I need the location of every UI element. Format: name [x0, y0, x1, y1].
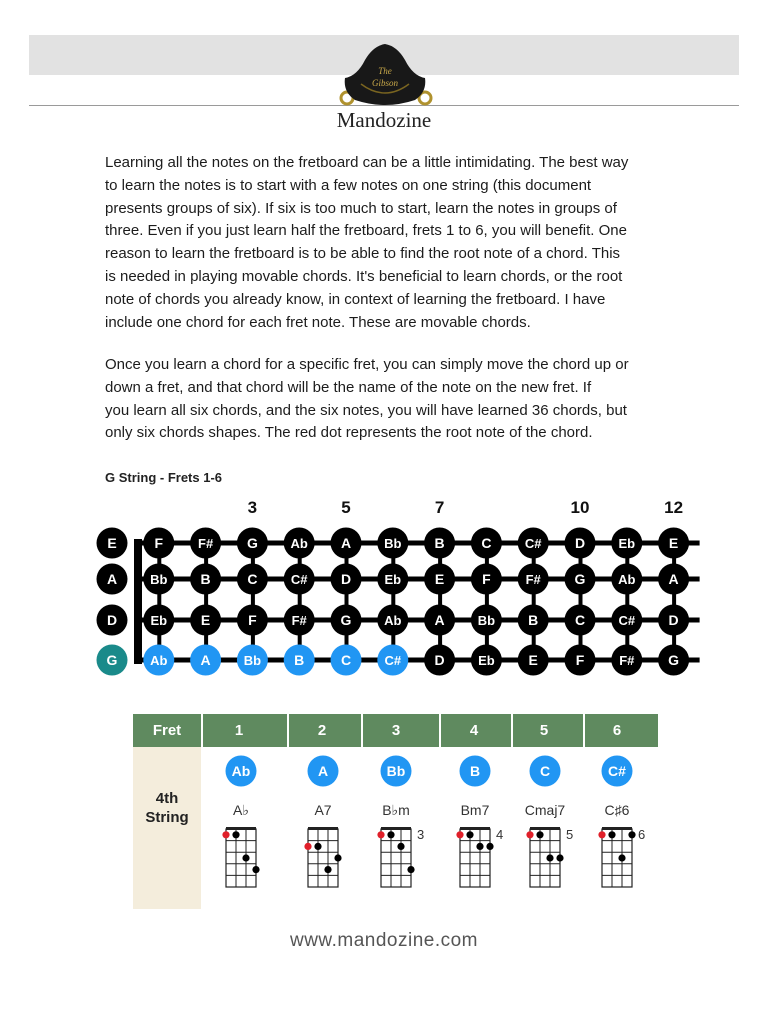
chord-fret-label: 6 [638, 827, 646, 842]
second-line: down a fret, and that chord will be the name of the note on the new fret. If [105, 378, 592, 396]
intro-line: Learning all the notes on the fretboard can be a little intimidating. The best way [105, 154, 629, 171]
fret-marker-label: 12 [664, 498, 684, 517]
chord-grid [460, 829, 490, 887]
chord-grid-top [381, 827, 411, 830]
chord-root-dot [526, 831, 533, 838]
chord-dot [608, 831, 615, 838]
chord-fret-label: 5 [566, 827, 574, 842]
chord-dot [536, 831, 543, 838]
fret-note-label: C# [618, 613, 636, 628]
fret-note-label: C# [290, 572, 308, 587]
footer-url: www.mandozine.com [289, 930, 479, 951]
fret-note-label: F [248, 612, 257, 628]
fret-wire [438, 541, 442, 662]
fret-note-label: B [200, 571, 211, 587]
fretboard-nut [134, 539, 142, 664]
header-divider [439, 714, 441, 747]
chord-grid-top [530, 827, 560, 830]
fret-wire [672, 541, 676, 662]
row-label-line: 4th [155, 790, 179, 807]
chord-table [133, 714, 658, 909]
fret-note-label: Eb [478, 653, 495, 668]
chord-grid [381, 829, 411, 887]
fret-note-label: D [574, 535, 586, 551]
chord-grid-top [602, 827, 632, 830]
chord-note-label: Ab [231, 763, 251, 779]
chord-root-dot [456, 831, 463, 838]
chord-dot [242, 854, 249, 861]
open-string-label: G [106, 652, 118, 668]
fret-note-label: A [340, 535, 352, 551]
fret-note-label: G [574, 571, 586, 587]
header-divider [287, 714, 289, 747]
intro-line: three. Even if you just learn half the fretboard, frets 1 to 6, you will benefit. One [105, 222, 627, 240]
intro-line: note of chords you already know, in context of learning the fretboard. I have [105, 290, 606, 308]
fret-note-label: A [200, 652, 211, 668]
chord-dot [334, 854, 341, 861]
fret-note-label: C [247, 571, 258, 587]
second-line: Once you learn a chord for a specific fret, you can simply move the chord up or [105, 356, 629, 373]
table-header-label: Fret [152, 722, 182, 739]
fret-wire [298, 541, 302, 662]
table-header-fret: 5 [539, 722, 549, 739]
chord-root-dot [598, 831, 605, 838]
fret-note-label: Ab [618, 572, 636, 587]
table-header-fret: 4 [469, 722, 479, 739]
chord-dot [556, 854, 563, 861]
fret-note-label: F# [619, 653, 635, 668]
chord-name: Cmaj7 [524, 802, 566, 818]
chord-name: B♭m [382, 802, 410, 818]
open-string-label: E [107, 535, 117, 551]
fret-note-label: F [482, 571, 491, 587]
fret-wire [579, 541, 583, 662]
fret-note-label: Ab [150, 653, 168, 668]
fret-note-label: B [528, 612, 539, 628]
table-header-fret: 3 [391, 722, 401, 739]
intro-line: include one chord for each fret note. These are movable chords. [105, 313, 531, 331]
fret-note-label: Bb [384, 536, 402, 551]
fret-marker-label: 3 [247, 498, 258, 517]
header-divider [583, 714, 585, 747]
fret-wire [345, 541, 349, 662]
row-label-line: String [145, 809, 189, 826]
chord-note-label: B [469, 763, 481, 779]
fret-note-label: Eb [384, 572, 402, 587]
intro-line: to learn the notes is to start with a few notes on one string (this document [105, 176, 592, 194]
chord-diagrams [133, 714, 658, 909]
fret-note-label: G [340, 612, 352, 628]
fret-note-label: F [575, 652, 585, 668]
intro-line: presents groups of six). If six is too much to start, learn the notes in groups of [105, 199, 617, 217]
chord-grid-top [460, 827, 490, 830]
chord-fret-label: 3 [417, 827, 425, 842]
chord-grid-top [226, 827, 256, 830]
fret-note-label: F# [198, 536, 214, 551]
table-header-fret: 6 [612, 722, 622, 739]
svg-text:The: The [378, 66, 392, 76]
fret-note-label: E [668, 535, 679, 551]
chord-grid [530, 829, 560, 887]
fret-note-label: C# [524, 536, 542, 551]
open-string-label: D [106, 612, 118, 628]
brand-name: Mandozine [336, 108, 432, 132]
chord-dot [407, 866, 414, 873]
fret-marker-label: 5 [341, 498, 351, 517]
fret-note-label: F# [525, 572, 541, 587]
fret-wire [204, 541, 208, 662]
chord-grid [602, 829, 632, 887]
chord-grid [308, 829, 338, 887]
fret-note-label: C [340, 652, 352, 668]
fret-note-label: C [574, 612, 586, 628]
fret-note-label: Eb [618, 536, 636, 551]
chord-root-dot [222, 831, 229, 838]
chord-dot [252, 866, 259, 873]
fret-note-label: F# [291, 613, 307, 628]
fret-note-label: G [246, 535, 258, 551]
svg-text:Gibson: Gibson [371, 78, 399, 88]
fret-wire [391, 541, 395, 662]
second-line: only six chords shapes. The red dot represents the root note of the chord. [105, 424, 593, 442]
intro-line: is needed in playing movable chords. It's beneficial to learn chords, or the root [105, 267, 623, 285]
fret-note-label: C# [384, 653, 402, 668]
chord-dot [232, 831, 239, 838]
chord-name: A7 [314, 802, 332, 818]
header-divider [201, 714, 203, 747]
fret-marker-label: 7 [434, 498, 445, 517]
fret-note-label: D [668, 612, 679, 628]
chord-dot [466, 831, 473, 838]
fret-note-label: B [434, 535, 445, 551]
chord-root-dot [377, 831, 384, 838]
table-header-fret: 2 [317, 722, 327, 739]
chord-dot [324, 866, 331, 873]
fret-note-label: Bb [477, 613, 496, 628]
fret-note-label: Ab [384, 613, 402, 628]
chord-dot [314, 843, 321, 850]
chord-name: Bm7 [460, 802, 490, 818]
fret-wire [532, 541, 536, 662]
chord-dot [618, 854, 625, 861]
open-string-label: A [106, 571, 118, 587]
header-divider [361, 714, 363, 747]
header-divider [511, 714, 513, 747]
chord-root-dot [304, 843, 311, 850]
fret-note-label: Bb [243, 653, 262, 668]
chord-dot [476, 843, 483, 850]
chord-dot [628, 831, 635, 838]
fret-wire [157, 541, 161, 662]
chord-dot [546, 854, 553, 861]
fret-marker-label: 10 [570, 498, 590, 517]
chord-dot [397, 843, 404, 850]
chord-grid-top [308, 827, 338, 830]
chord-grid [226, 829, 256, 887]
fret-note-label: A [668, 571, 679, 587]
fret-note-label: E [200, 612, 211, 628]
fret-note-label: Bb [150, 572, 168, 587]
chord-name: A♭ [233, 802, 249, 818]
second-line: you learn all six chords, and the six notes, you will have learned 36 chords, but [105, 401, 627, 419]
chord-note-label: C [539, 763, 551, 779]
fret-note-label: F [154, 535, 164, 551]
chord-dot [486, 843, 493, 850]
fret-note-label: Eb [150, 613, 168, 628]
table-header-fret: 1 [234, 722, 244, 739]
fret-note-label: E [528, 652, 538, 668]
fret-wire [485, 541, 489, 662]
section-title: G String - Frets 1-6 [105, 470, 223, 485]
intro-line: reason to learn the fretboard is to be able to find the root note of a chord. This [105, 245, 621, 263]
fret-note-label: C [481, 535, 492, 551]
fret-note-label: A [434, 612, 445, 628]
fret-note-label: D [434, 652, 445, 668]
fret-note-label: G [668, 652, 680, 668]
fret-wire [625, 541, 629, 662]
fret-wire [251, 541, 255, 662]
fret-note-label: E [434, 571, 445, 587]
chord-note-label: A [317, 763, 329, 779]
chord-fret-label: 4 [496, 827, 504, 842]
chord-note-label: C# [608, 763, 626, 779]
chord-dot [387, 831, 394, 838]
fret-note-label: D [340, 571, 352, 587]
chord-name: C♯6 [604, 802, 630, 818]
chord-note-label: Bb [386, 763, 406, 779]
fret-note-label: B [294, 652, 305, 668]
fret-note-label: Ab [290, 536, 308, 551]
